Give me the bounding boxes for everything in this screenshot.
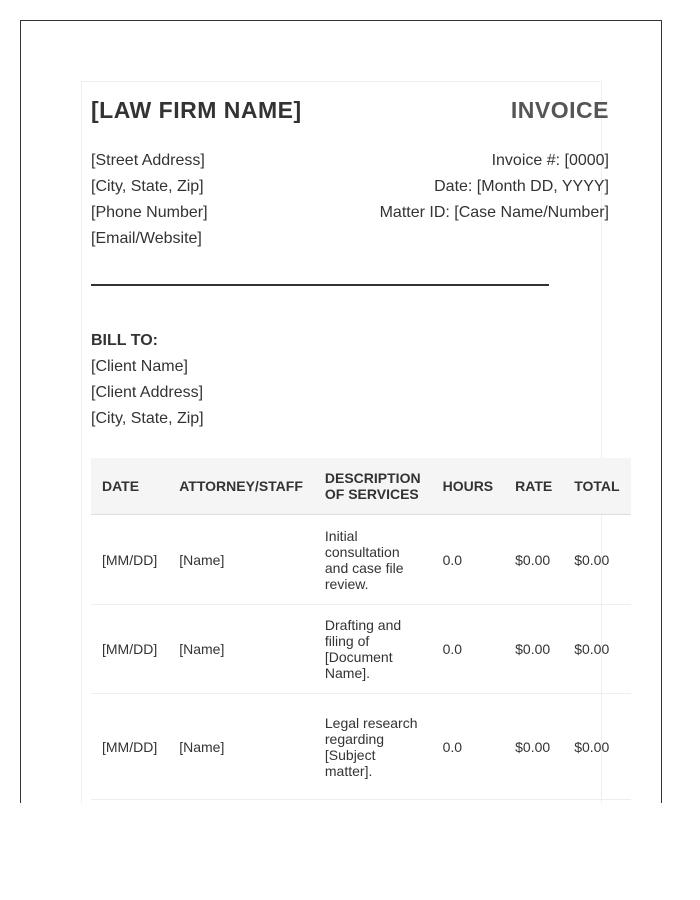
invoice-meta-block	[380, 148, 609, 226]
firm-city: [City, State, Zip]	[91, 178, 204, 195]
table-row	[91, 694, 631, 800]
client-address: [Client Address]	[91, 384, 204, 401]
cell-date: [MM/DD]	[91, 605, 168, 694]
col-header-rate: RATE	[504, 458, 563, 515]
bill-to-label: BILL TO:	[91, 332, 158, 349]
cell-rate: $0.00	[504, 515, 563, 605]
services-table	[91, 458, 631, 800]
cell-total: $0.00	[563, 515, 630, 605]
col-header-hours: HOURS	[432, 458, 505, 515]
cell-attorney: [Name]	[168, 605, 314, 694]
cell-total: $0.00	[563, 605, 630, 694]
col-header-date: DATE	[91, 458, 168, 515]
cell-description: Legal research regarding [Subject matter].	[314, 694, 432, 800]
cell-hours: 0.0	[432, 515, 505, 605]
firm-address-block	[91, 148, 208, 252]
cell-rate: $0.00	[504, 694, 563, 800]
table-row	[91, 605, 631, 694]
cell-hours: 0.0	[432, 605, 505, 694]
cell-date: [MM/DD]	[91, 515, 168, 605]
col-header-total: TOTAL	[563, 458, 630, 515]
invoice-number: Invoice #: [0000]	[491, 152, 609, 169]
cell-total: $0.00	[563, 694, 630, 800]
header-divider	[91, 284, 549, 286]
client-city: [City, State, Zip]	[91, 410, 204, 427]
firm-phone: [Phone Number]	[91, 204, 208, 221]
firm-email: [Email/Website]	[91, 230, 202, 247]
cell-attorney: [Name]	[168, 694, 314, 800]
bill-to-block	[91, 328, 204, 432]
cell-description: Drafting and filing of [Document Name].	[314, 605, 432, 694]
firm-street: [Street Address]	[91, 152, 205, 169]
matter-id: Matter ID: [Case Name/Number]	[379, 204, 609, 221]
cell-description: Initial consultation and case file review.	[314, 515, 432, 605]
cell-date: [MM/DD]	[91, 694, 168, 800]
cell-hours: 0.0	[432, 694, 505, 800]
firm-name: [LAW FIRM NAME]	[91, 97, 302, 123]
col-header-attorney: ATTORNEY/STAFF	[168, 458, 314, 515]
col-header-description: DESCRIPTION OF SERVICES	[314, 458, 432, 515]
client-name: [Client Name]	[91, 358, 188, 375]
cell-rate: $0.00	[504, 605, 563, 694]
table-header-row	[91, 458, 631, 515]
table-row	[91, 515, 631, 605]
invoice-title: INVOICE	[510, 97, 609, 123]
invoice-date: Date: [Month DD, YYYY]	[434, 178, 609, 195]
cell-attorney: [Name]	[168, 515, 314, 605]
